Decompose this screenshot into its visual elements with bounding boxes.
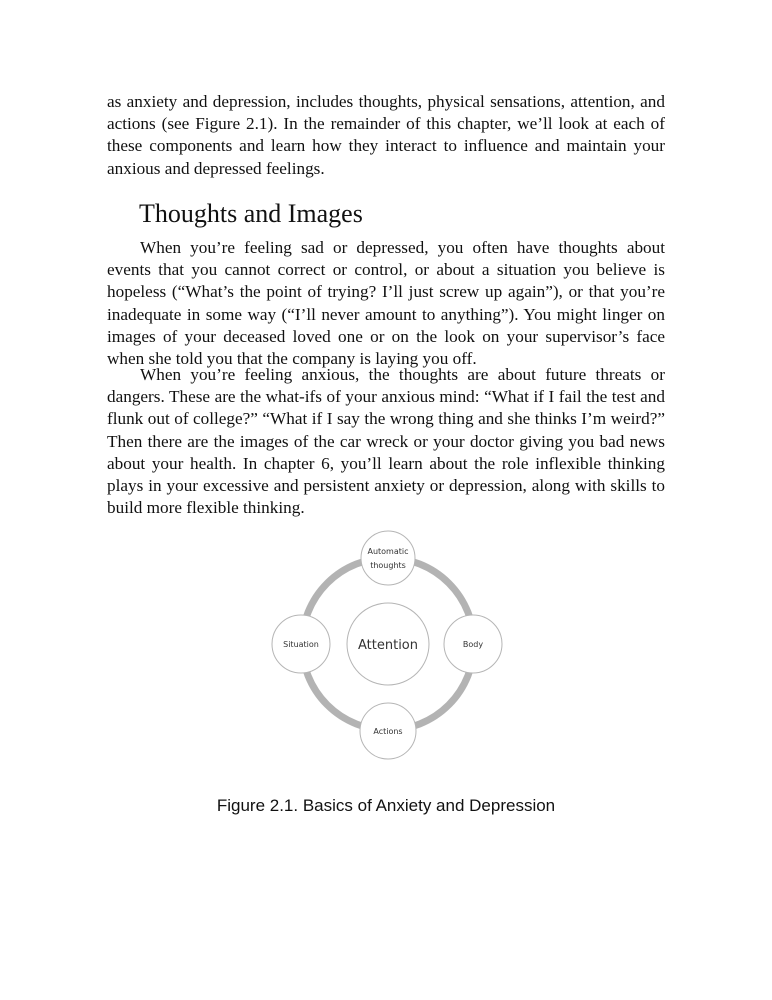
figure-caption: Figure 2.1. Basics of Anxiety and Depression	[216, 796, 556, 815]
node-attention-label: Attention	[358, 638, 418, 653]
node-automatic-thoughts-line2: thoughts	[370, 561, 406, 570]
node-attention	[347, 603, 429, 685]
intro-paragraph: as anxiety and depression, includes thoughts, physical sensations, attention, and actions (see Figure 2.1). In the remainder of this chapter, we’ll look at each of these components and learn how they interact to influence and maintain your anxious and depressed feelings.	[107, 92, 665, 178]
anxiety-depression-diagram	[262, 522, 512, 770]
node-body	[444, 615, 502, 673]
paragraph-anxious: When you’re feeling anxious, the thoughts are about future threats or dangers. These are the what-ifs of your anxious mind: “What if I fail the test and flunk out of college?” “What if I say the wrong thing and she thinks I’m weird?” Then there are the images of the car wreck or your doctor giving you bad news about your health. In chapter 6, you’ll learn about the role inflexible thinking plays in your excessive and persistent anxiety or depression, along with skills to build more flexible thinking.	[107, 365, 665, 518]
node-actions-label: Actions	[373, 727, 403, 736]
section-heading: Thoughts and Images	[139, 199, 363, 228]
node-body-label: Body	[462, 640, 484, 649]
node-automatic-thoughts-line1: Automatic	[367, 547, 409, 556]
node-situation-label: Situation	[283, 640, 319, 649]
node-actions	[360, 703, 416, 759]
node-situation	[272, 615, 330, 673]
node-automatic-thoughts	[361, 531, 415, 585]
paragraph-sad-depressed: When you’re feeling sad or depressed, you often have thoughts about events that you cannot correct or control, or about a situation you believe is hopeless (“What’s the point of trying? I’ll just screw up again”), or that you’re inadequate in some way (“I’ll never amount to anything”). You might linger on images of your deceased loved one or on the look on your supervisor’s face when she told you that the company is laying you off.	[107, 238, 665, 369]
